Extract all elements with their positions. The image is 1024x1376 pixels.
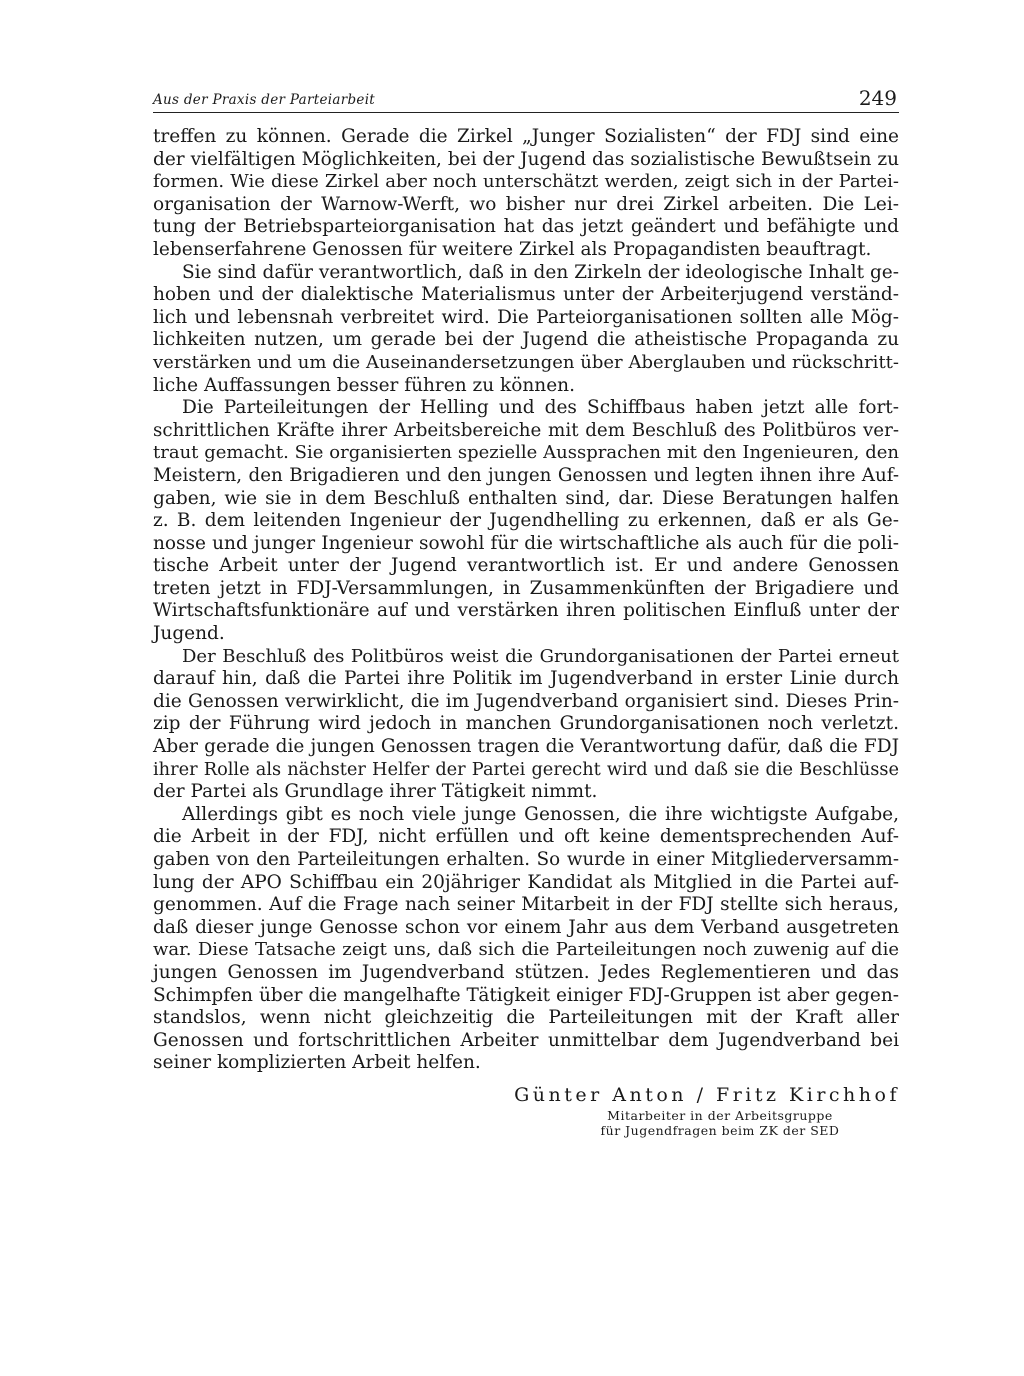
- text-line: nosse und junger Ingenieur sowohl für die wirtschaftliche als auch für die poli-: [153, 532, 899, 554]
- text-line: Wirtschaftsfunktionäre auf und verstärken ihren politischen Einfluß unter der: [153, 600, 899, 622]
- author-affiliation-line: Mitarbeiter in der Arbeitsgruppe: [607, 1108, 833, 1123]
- text-line: zip der Führung wird jedoch in manchen Grundorganisationen noch verletzt.: [153, 713, 899, 735]
- text-line: darauf hin, daß die Partei ihre Politik im Jugendverband in erster Linie durch: [153, 668, 899, 690]
- text-line: organisation der Warnow-Werft, wo bisher nur drei Zirkel arbeiten. Die Lei-: [153, 193, 899, 215]
- text-line: Sie sind dafür verantwortlich, daß in den Zirkeln der ideologische Inhalt ge-: [182, 261, 899, 283]
- text-line: z. B. dem leitenden Ingenieur der Jugendhelling zu erkennen, daß er als Ge-: [153, 510, 899, 532]
- text-line: der Partei als Grundlage ihrer Tätigkeit nimmt.: [153, 781, 598, 803]
- text-line: Aber gerade die jungen Genossen tragen die Verantwortung dafür, daß die FDJ: [153, 736, 899, 758]
- page-number: 249: [858, 86, 897, 110]
- text-line: liche Auffassungen besser führen zu können.: [153, 374, 575, 396]
- text-line: Der Beschluß des Politbüros weist die Grundorganisationen der Partei erneut: [182, 645, 899, 667]
- text-line: tische Arbeit unter der Jugend verantwortlich ist. Er und andere Genossen: [153, 555, 899, 577]
- text-line: hoben und der dialektische Materialismus unter der Arbeiterjugend verständ-: [153, 284, 899, 306]
- text-line: verstärken und um die Auseinandersetzungen über Aberglauben und rückschritt-: [153, 351, 899, 373]
- text-line: Meistern, den Brigadieren und den jungen Genossen und legten ihnen ihre Auf-: [153, 464, 899, 486]
- header-rule: [153, 112, 899, 113]
- text-line: jungen Genossen im Jugendverband stützen. Jedes Reglementieren und das: [153, 961, 899, 983]
- text-line: treffen zu können. Gerade die Zirkel „Junger Sozialisten“ der FDJ sind eine: [153, 126, 899, 147]
- text-line: lichkeiten nutzen, um gerade bei der Jugend die atheistische Propaganda zu: [153, 329, 899, 351]
- text-line: schrittlichen Kräfte ihrer Arbeitsbereiche mit dem Beschluß des Politbüros ver-: [153, 419, 899, 441]
- article-body: [153, 126, 899, 1075]
- text-line: Jugend.: [153, 623, 225, 645]
- text-line: Schimpfen über die mangelhafte Tätigkeit einiger FDJ-Gruppen ist aber gegen-: [153, 984, 899, 1006]
- text-line: die Arbeit in der FDJ, nicht erfüllen und oft keine dementsprechenden Auf-: [153, 826, 899, 848]
- running-head: [153, 88, 899, 114]
- text-line: daß dieser junge Genosse schon vor einem Jahr aus dem Verband ausgetreten: [153, 916, 899, 938]
- text-line: treten jetzt in FDJ-Versammlungen, in Zusammenkünften der Brigadiere und: [153, 577, 899, 599]
- text-line: lung der APO Schiffbau ein 20jähriger Kandidat als Mitglied in die Partei auf-: [153, 871, 899, 893]
- text-line: war. Diese Tatsache zeigt uns, daß sich die Parteileitungen noch zuwenig auf die: [153, 939, 899, 961]
- text-line: ihrer Rolle als nächster Helfer der Partei gerecht wird und daß sie die Beschlüsse: [153, 759, 899, 780]
- text-line: traut gemacht. Sie organisierten spezielle Aussprachen mit den Ingenieuren, den: [153, 442, 899, 464]
- text-line: der vielfältigen Möglichkeiten, bei der Jugend das sozialistische Bewußtsein zu: [153, 148, 899, 170]
- text-line: seiner komplizierten Arbeit helfen.: [153, 1052, 481, 1074]
- text-line: tung der Betriebsparteiorganisation hat das jetzt geändert und befähigte und: [153, 216, 899, 238]
- text-line: genommen. Auf die Frage nach seiner Mitarbeit in der FDJ stellte sich heraus,: [153, 894, 899, 916]
- text-line: lebenserfahrene Genossen für weitere Zirkel als Propagandisten beauftragt.: [153, 238, 872, 260]
- text-line: lich und lebensnah verbreitet wird. Die Parteiorganisationen sollten alle Mög-: [153, 306, 899, 328]
- text-line: Allerdings gibt es noch viele junge Genossen, die ihre wichtigste Aufgabe,: [182, 803, 899, 825]
- running-title: Aus der Praxis der Parteiarbeit: [153, 92, 376, 108]
- author-affiliation-line: für Jugendfragen beim ZK der SED: [600, 1123, 840, 1138]
- text-line: gaben von den Parteileitungen erhalten. So wurde in einer Mitgliederversamm-: [153, 849, 899, 870]
- text-line: Die Parteileitungen der Helling und des Schiffbaus haben jetzt alle fort-: [182, 397, 899, 419]
- text-line: die Genossen verwirklicht, die im Jugendverband organisiert sind. Dieses Prin-: [153, 690, 899, 712]
- text-line: standslos, wenn nicht gleichzeitig die Parteileitungen mit der Kraft aller: [153, 1007, 899, 1029]
- author-names: Günter Anton / Fritz Kirchhof: [514, 1084, 900, 1106]
- text-line: Genossen und fortschrittlichen Arbeiter unmittelbar dem Jugendverband bei: [153, 1029, 899, 1051]
- author-signature: [500, 1082, 900, 1138]
- text-line: formen. Wie diese Zirkel aber noch unterschätzt werden, zeigt sich in der Partei-: [153, 171, 899, 193]
- text-line: gaben, wie sie in dem Beschluß enthalten sind, dar. Diese Beratungen halfen: [153, 487, 899, 509]
